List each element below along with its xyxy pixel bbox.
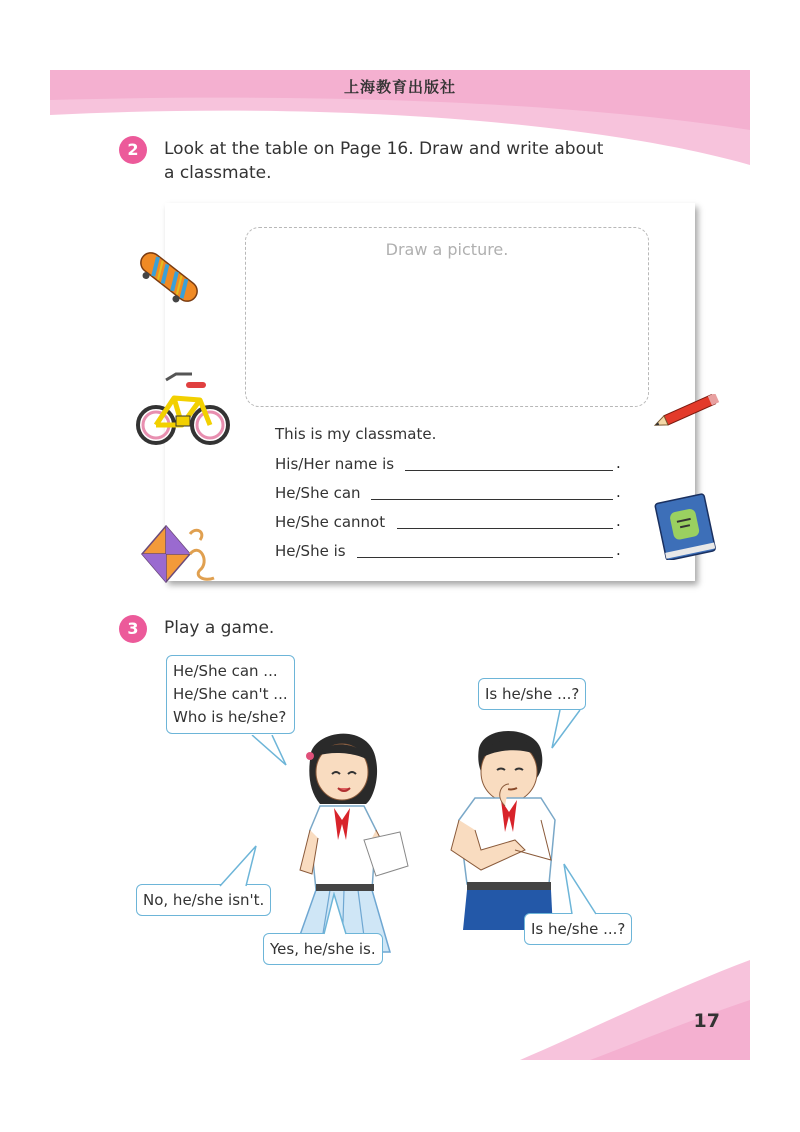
bubble-tail-girl-no [210,844,260,888]
skateboard-icon [134,246,204,308]
line-end-4: . [616,512,621,530]
bubble-tail-boy-bottom [560,862,604,916]
sentence-line-3: He/She can [275,484,361,502]
bicycle-icon [136,370,230,448]
footer-band [520,950,750,1060]
publisher-name: 上海教育出版社 [343,78,456,96]
speech-bubble-girl-yes: Yes, he/she is. [263,933,383,965]
textbook-page [50,70,750,1060]
section-2-instruction [164,137,603,185]
line-end-3: . [616,483,621,501]
line-end-5: . [616,541,621,559]
bubble-line-cant: He/She can't ... [173,685,288,703]
bubble-tail-girl-yes [320,892,360,936]
is-blank[interactable] [357,557,613,558]
instruction-line-2: a classmate. [164,163,272,183]
boy-character-illustration [445,720,565,930]
sentence-line-1: This is my classmate. [275,425,437,443]
instruction-line-1: Look at the table on Page 16. Draw and write about [164,139,604,159]
worksheet-card [165,203,695,581]
bubble-line-can: He/She can ... [173,662,278,680]
speech-bubble-boy-top: Is he/she ...? [478,678,586,710]
section-2-number: 2 [119,136,147,164]
section-3-instruction: Play a game. [164,618,275,638]
speech-bubble-girl-no: No, he/she isn't. [136,884,271,916]
can-blank[interactable] [371,499,613,500]
bubble-line-who: Who is he/she? [173,708,287,726]
drawing-area-label: Draw a picture. [385,240,509,259]
name-blank[interactable] [405,470,613,471]
sentence-line-5: He/She is [275,542,346,560]
speech-bubble-boy-bottom: Is he/she ...? [524,913,632,945]
cannot-blank[interactable] [397,528,613,529]
speech-bubble-girl-questions [166,655,295,734]
sentence-line-4: He/She cannot [275,513,386,531]
section-3-number: 3 [119,615,147,643]
sentence-line-2: His/Her name is [275,455,395,473]
kite-icon [138,522,218,586]
drawing-area[interactable] [245,227,649,407]
line-end-2: . [616,454,621,472]
pencil-icon [650,394,724,428]
page-number: 17 [693,1010,720,1032]
book-icon [652,492,720,560]
